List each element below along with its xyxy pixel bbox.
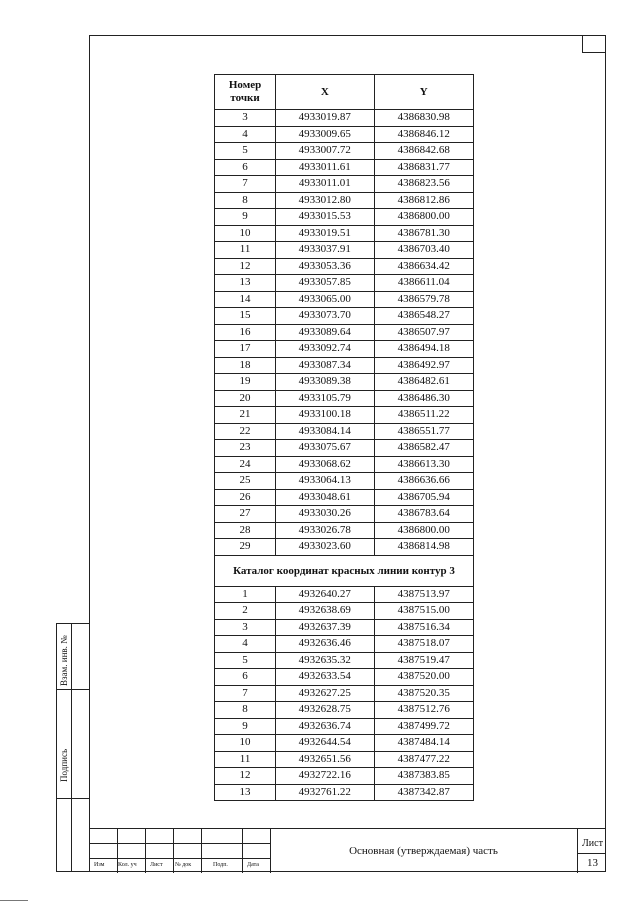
sheet-column (577, 829, 606, 873)
cell-point-number: 12 (215, 258, 276, 275)
table-row (215, 652, 474, 669)
table-row (215, 341, 474, 358)
cell-x: 4933073.70 (276, 308, 374, 325)
cell-y: 4387519.47 (374, 652, 473, 669)
cell-x: 4933007.72 (276, 143, 374, 160)
table-row (215, 407, 474, 424)
table-row (215, 603, 474, 620)
table-section (215, 555, 474, 586)
margin-divider-2 (57, 798, 89, 799)
header-point-number: Номер точки (215, 75, 276, 110)
cell-x: 4932640.27 (276, 586, 374, 603)
cell-point-number: 15 (215, 308, 276, 325)
title-block (89, 828, 606, 872)
cell-point-number: 6 (215, 159, 276, 176)
cell-point-number: 3 (215, 110, 276, 127)
corner-box (582, 36, 605, 53)
cell-x: 4933057.85 (276, 275, 374, 292)
cell-y: 4386705.94 (374, 489, 473, 506)
table-row (215, 225, 474, 242)
cell-x: 4932627.25 (276, 685, 374, 702)
cell-x: 4932638.69 (276, 603, 374, 620)
cell-point-number: 6 (215, 669, 276, 686)
cell-y: 4387520.00 (374, 669, 473, 686)
bottom-edge-mark (0, 900, 28, 901)
cell-y: 4386634.42 (374, 258, 473, 275)
cell-x: 4932635.32 (276, 652, 374, 669)
cell-y: 4386507.97 (374, 324, 473, 341)
cell-point-number: 7 (215, 176, 276, 193)
cell-point-number: 24 (215, 456, 276, 473)
table-row (215, 374, 474, 391)
cell-y: 4386823.56 (374, 176, 473, 193)
table-row (215, 176, 474, 193)
cell-x: 4933053.36 (276, 258, 374, 275)
cell-x: 4933075.67 (276, 440, 374, 457)
stamp-label-doc: № док (175, 862, 192, 868)
cell-point-number: 13 (215, 784, 276, 801)
margin-divider-1 (57, 689, 89, 690)
stamp-row-2 (89, 858, 270, 859)
cell-y: 4386781.30 (374, 225, 473, 242)
cell-point-number: 12 (215, 768, 276, 785)
cell-point-number: 23 (215, 440, 276, 457)
cell-x: 4932651.56 (276, 751, 374, 768)
cell-x: 4933026.78 (276, 522, 374, 539)
cell-x: 4933015.53 (276, 209, 374, 226)
table-row (215, 619, 474, 636)
cell-point-number: 25 (215, 473, 276, 490)
cell-x: 4932633.54 (276, 669, 374, 686)
section-title-row (215, 555, 474, 586)
cell-point-number: 13 (215, 275, 276, 292)
cell-point-number: 1 (215, 586, 276, 603)
document-title: Основная (утверждаемая) часть (349, 845, 498, 857)
cell-x: 4933048.61 (276, 489, 374, 506)
table-row (215, 768, 474, 785)
table-row (215, 718, 474, 735)
cell-y: 4387477.22 (374, 751, 473, 768)
cell-y: 4387499.72 (374, 718, 473, 735)
stamp-label-izm: Изм (94, 862, 105, 868)
cell-y: 4386842.68 (374, 143, 473, 160)
cell-y: 4387342.87 (374, 784, 473, 801)
cell-y: 4386814.98 (374, 539, 473, 556)
cell-point-number: 2 (215, 603, 276, 620)
table-row (215, 539, 474, 556)
cell-x: 4933105.79 (276, 390, 374, 407)
cell-point-number: 8 (215, 192, 276, 209)
cell-point-number: 27 (215, 506, 276, 523)
cell-y: 4386831.77 (374, 159, 473, 176)
cell-point-number: 4 (215, 126, 276, 143)
cell-y: 4386611.04 (374, 275, 473, 292)
cell-x: 4932644.54 (276, 735, 374, 752)
cell-point-number: 11 (215, 242, 276, 259)
cell-point-number: 26 (215, 489, 276, 506)
cell-x: 4933087.34 (276, 357, 374, 374)
cell-x: 4933068.62 (276, 456, 374, 473)
table-row (215, 291, 474, 308)
table-row (215, 324, 474, 341)
cell-point-number: 17 (215, 341, 276, 358)
cell-y: 4386492.97 (374, 357, 473, 374)
cell-x: 4933019.51 (276, 225, 374, 242)
podpis-label: Подпись (59, 748, 69, 782)
table-row (215, 636, 474, 653)
cell-y: 4386482.61 (374, 374, 473, 391)
cell-y: 4386548.27 (374, 308, 473, 325)
table-row (215, 506, 474, 523)
cell-x: 4932722.16 (276, 768, 374, 785)
section-title: Каталог координат красных линии контур 3 (215, 555, 474, 586)
vzam-inv-label: Взам. инв. № (59, 635, 69, 686)
cell-x: 4932636.46 (276, 636, 374, 653)
table-body-contour-3 (215, 586, 474, 801)
header-x: X (276, 75, 374, 110)
cell-x: 4933023.60 (276, 539, 374, 556)
table-row (215, 473, 474, 490)
cell-x: 4932636.74 (276, 718, 374, 735)
table-row (215, 110, 474, 127)
cell-y: 4387515.00 (374, 603, 473, 620)
cell-point-number: 9 (215, 718, 276, 735)
header-y: Y (374, 75, 473, 110)
stamp-label-list: Лист (150, 862, 163, 868)
cell-x: 4933084.14 (276, 423, 374, 440)
cell-point-number: 5 (215, 652, 276, 669)
table-row (215, 784, 474, 801)
cell-point-number: 29 (215, 539, 276, 556)
cell-x: 4932761.22 (276, 784, 374, 801)
cell-point-number: 16 (215, 324, 276, 341)
cell-y: 4386812.86 (374, 192, 473, 209)
cell-x: 4933009.65 (276, 126, 374, 143)
stamp-row-1 (89, 843, 270, 844)
sheet-number: 13 (587, 857, 598, 869)
sheet-label: Лист (582, 838, 603, 849)
cell-y: 4387512.76 (374, 702, 473, 719)
table-body-contour-2 (215, 110, 474, 556)
cell-point-number: 14 (215, 291, 276, 308)
left-margin-strip (56, 623, 90, 872)
cell-y: 4387513.97 (374, 586, 473, 603)
cell-y: 4387520.35 (374, 685, 473, 702)
cell-y: 4386800.00 (374, 209, 473, 226)
cell-x: 4933030.26 (276, 506, 374, 523)
table-row (215, 685, 474, 702)
cell-point-number: 28 (215, 522, 276, 539)
cell-y: 4387516.34 (374, 619, 473, 636)
cell-y: 4386494.18 (374, 341, 473, 358)
table-row (215, 456, 474, 473)
cell-y: 4386783.64 (374, 506, 473, 523)
cell-point-number: 11 (215, 751, 276, 768)
table-row (215, 209, 474, 226)
table-row (215, 390, 474, 407)
table-row (215, 126, 474, 143)
cell-x: 4933089.38 (276, 374, 374, 391)
cell-x: 4933100.18 (276, 407, 374, 424)
table-row (215, 522, 474, 539)
cell-y: 4386846.12 (374, 126, 473, 143)
cell-x: 4932628.75 (276, 702, 374, 719)
coordinates-table (214, 74, 474, 801)
cell-y: 4386703.40 (374, 242, 473, 259)
table-header-row (215, 75, 474, 110)
table-row (215, 357, 474, 374)
table-row (215, 440, 474, 457)
cell-x: 4933089.64 (276, 324, 374, 341)
table-row (215, 735, 474, 752)
table-row (215, 702, 474, 719)
cell-point-number: 9 (215, 209, 276, 226)
cell-x: 4933011.61 (276, 159, 374, 176)
cell-y: 4386486.30 (374, 390, 473, 407)
cell-x: 4933037.91 (276, 242, 374, 259)
table-row (215, 423, 474, 440)
table-row (215, 242, 474, 259)
cell-y: 4386551.77 (374, 423, 473, 440)
cell-y: 4386511.22 (374, 407, 473, 424)
table-row (215, 489, 474, 506)
cell-point-number: 3 (215, 619, 276, 636)
cell-point-number: 5 (215, 143, 276, 160)
table-row (215, 586, 474, 603)
table-row (215, 192, 474, 209)
cell-point-number: 19 (215, 374, 276, 391)
table-row (215, 751, 474, 768)
table-row (215, 308, 474, 325)
table-row (215, 258, 474, 275)
cell-y: 4387518.07 (374, 636, 473, 653)
cell-y: 4386800.00 (374, 522, 473, 539)
cell-point-number: 22 (215, 423, 276, 440)
cell-x: 4933019.87 (276, 110, 374, 127)
stamp-label-kol-uch: Кол. уч (118, 862, 137, 868)
cell-point-number: 7 (215, 685, 276, 702)
cell-x: 4933012.80 (276, 192, 374, 209)
table-row (215, 669, 474, 686)
cell-point-number: 10 (215, 735, 276, 752)
cell-y: 4386613.30 (374, 456, 473, 473)
cell-x: 4933065.00 (276, 291, 374, 308)
cell-x: 4933011.01 (276, 176, 374, 193)
cell-point-number: 18 (215, 357, 276, 374)
cell-point-number: 20 (215, 390, 276, 407)
cell-y: 4387383.85 (374, 768, 473, 785)
sheet-divider (578, 853, 606, 854)
cell-x: 4933064.13 (276, 473, 374, 490)
table-row (215, 159, 474, 176)
cell-point-number: 10 (215, 225, 276, 242)
stamp-label-podp: Подп. (213, 862, 228, 868)
cell-point-number: 8 (215, 702, 276, 719)
cell-x: 4932637.39 (276, 619, 374, 636)
cell-y: 4386830.98 (374, 110, 473, 127)
cell-y: 4386579.78 (374, 291, 473, 308)
cell-y: 4386582.47 (374, 440, 473, 457)
cell-x: 4933092.74 (276, 341, 374, 358)
cell-y: 4386636.66 (374, 473, 473, 490)
cell-point-number: 4 (215, 636, 276, 653)
stamp-label-data: Дата (247, 862, 259, 868)
cell-point-number: 21 (215, 407, 276, 424)
cell-y: 4387484.14 (374, 735, 473, 752)
table-row (215, 143, 474, 160)
table-row (215, 275, 474, 292)
